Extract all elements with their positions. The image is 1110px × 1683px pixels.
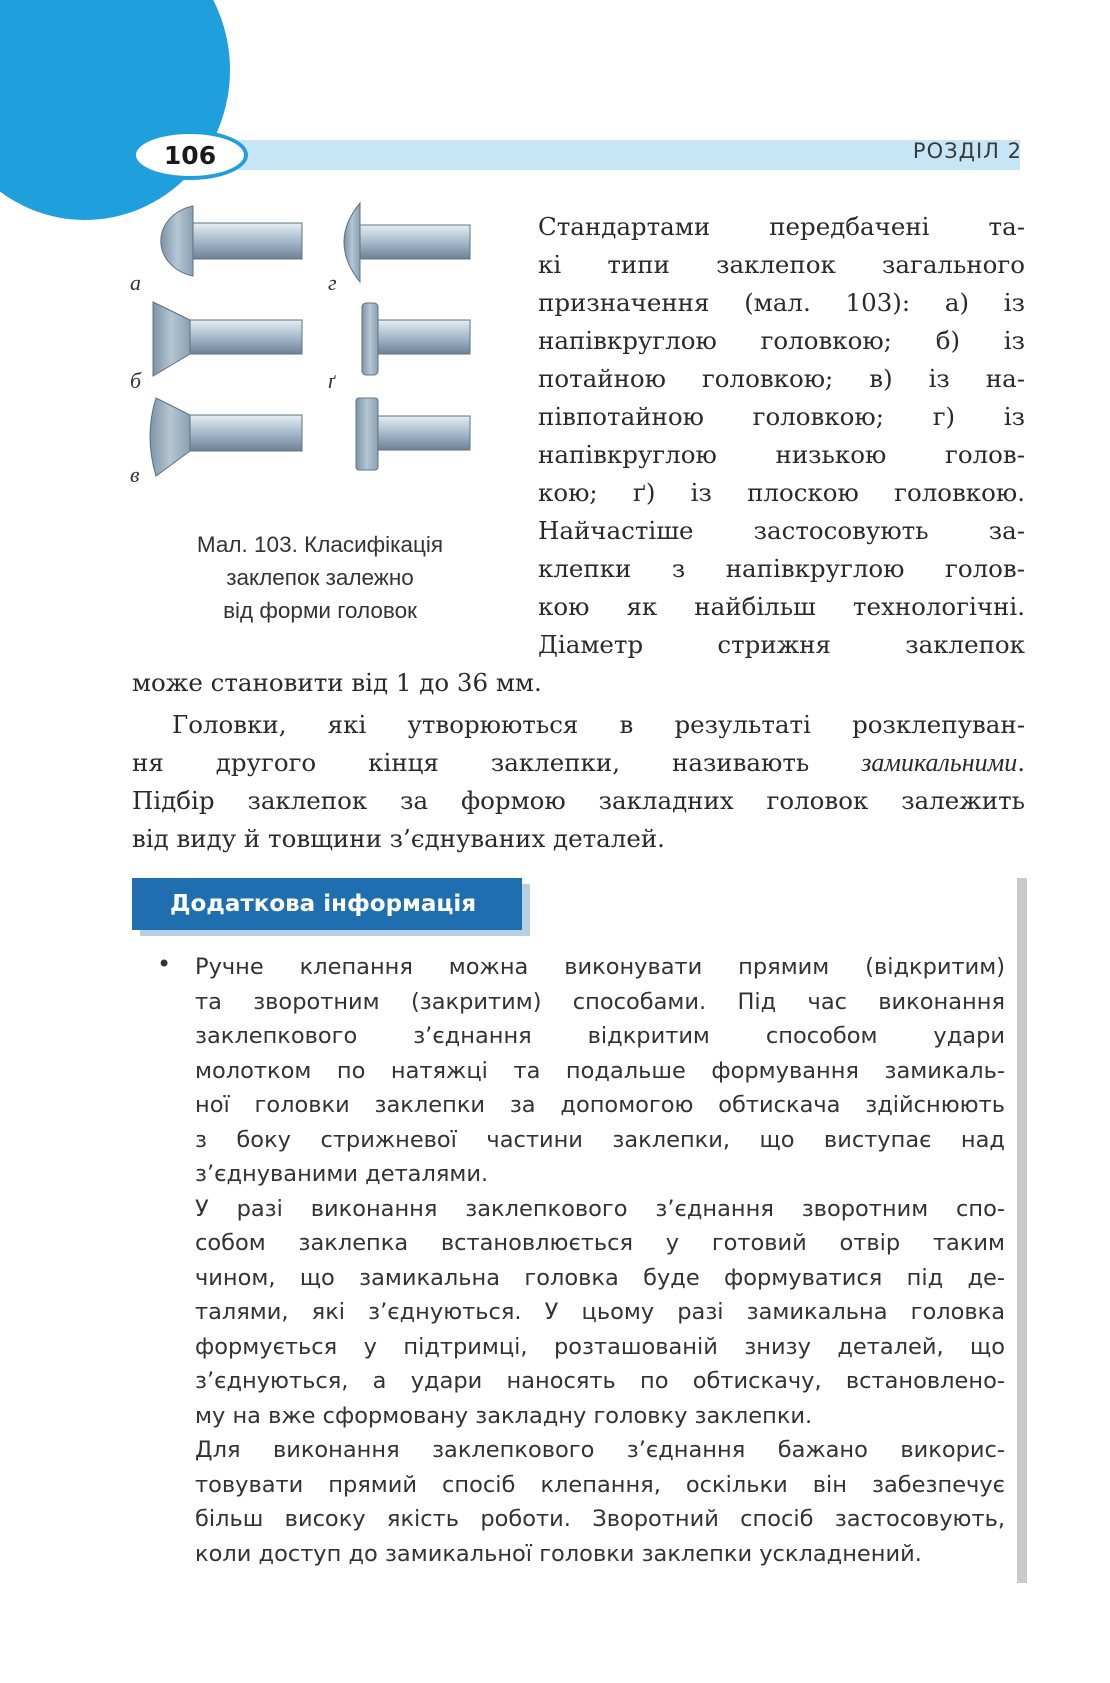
- body-line: [132, 744, 1025, 782]
- body-line: Діаметр стрижня заклепок: [538, 630, 1025, 659]
- caption-line: заклепок залежно: [226, 565, 414, 590]
- body-line: півпотайною головкою; г) із: [538, 402, 1025, 431]
- info-line: талями, які з’єднуються. У цьому разі замикальна головка: [195, 1299, 1005, 1325]
- label-g: г: [328, 270, 337, 295]
- body-line: від виду й товщини з’єднуваних деталей.: [132, 824, 665, 853]
- body-line: кою; ґ) із плоскою головкою.: [538, 478, 1025, 507]
- info-line: заклепкового з’єднання відкритим способом удари: [195, 1023, 1005, 1049]
- info-title: Додаткова інформація: [170, 891, 477, 917]
- info-line: собом заклепка встановлюється у готовий отвір таким: [195, 1230, 1005, 1256]
- label-v: в: [130, 462, 140, 487]
- figure-caption: [130, 528, 510, 627]
- info-side-bar: [1017, 878, 1027, 1583]
- rivet-v-semicountersunk: [150, 398, 302, 476]
- body-line: напівкруглою низькою голов-: [538, 440, 1025, 469]
- text-span: ня другого кінця заклепки, називають: [132, 748, 862, 777]
- info-line: Ручне клепання можна виконувати прямим (відкритим): [195, 954, 1005, 980]
- info-line: з’єднуваними деталями.: [195, 1161, 489, 1187]
- info-line: з’єднуються, а удари наносять по обтискачу, встановлено-: [195, 1368, 1005, 1394]
- body-line: кою як найбільш технологічні.: [538, 592, 1025, 621]
- info-line: формується у підтримці, розташованій знизу деталей, що: [195, 1333, 1005, 1360]
- body-line: кі типи заклепок загального: [538, 250, 1025, 279]
- info-line: молотком по натяжці та подальше формування замикаль-: [195, 1057, 1005, 1084]
- body-line: клепки з напівкруглою голов-: [538, 554, 1025, 583]
- rivet-g-low-semiround: [344, 203, 470, 282]
- body-line: Найчастіше застосовують за-: [538, 516, 1025, 545]
- info-line: Для виконання заклепкового з’єднання бажано викорис-: [195, 1437, 1005, 1463]
- body-line: призначення (мал. 103): а) із: [538, 288, 1025, 317]
- term-emphasis: замикальними: [861, 748, 1018, 777]
- rivet-figure: [118, 200, 498, 520]
- rivet-a-semiround: [161, 206, 302, 276]
- info-line: У разі виконання заклепкового з’єднання зворотним спо-: [195, 1195, 1005, 1222]
- body-line: Підбір заклепок за формою закладних головок залежить: [132, 786, 1025, 815]
- body-line: напівкруглою головкою; б) із: [538, 326, 1025, 355]
- header-band: [230, 140, 1020, 170]
- body-line: потайною головкою; в) із на-: [538, 364, 1025, 393]
- info-line: ної головки заклепки за допомогою обтискача здійснюють: [195, 1092, 1005, 1118]
- info-line: товувати прямий спосіб клепання, оскільки він забезпечує: [195, 1471, 1005, 1498]
- corner-decoration: [0, 0, 230, 220]
- rivet-gg-flat: [362, 303, 470, 375]
- rivet-illustration: [118, 200, 498, 520]
- info-line: му на вже сформовану закладну головку заклепки.: [195, 1402, 813, 1429]
- caption-line: від форми головок: [223, 598, 417, 623]
- info-line: чином, що замикальна головка буде формуватися під де-: [195, 1264, 1005, 1291]
- body-line: може становити від 1 до 36 мм.: [132, 668, 542, 697]
- label-a: а: [130, 270, 141, 295]
- section-label: РОЗДІЛ 2: [912, 139, 1022, 163]
- info-line: та зворотним (закритим) способами. Під час виконання: [195, 988, 1005, 1015]
- caption-line: Мал. 103. Класифікація: [196, 532, 444, 557]
- info-line: коли доступ до замикальної головки заклепки ускладнений.: [195, 1540, 922, 1567]
- page-number: 106: [132, 130, 248, 180]
- text-span: .: [1017, 748, 1025, 777]
- bullet-icon: •: [157, 950, 172, 978]
- body-line: Головки, які утворюються в результаті розклепуван-: [172, 710, 1025, 739]
- label-b: б: [130, 368, 142, 393]
- info-title-bar: [132, 878, 522, 930]
- info-line: більш високу якість роботи. Зворотний спосіб застосовують,: [195, 1506, 1005, 1532]
- info-line: з боку стрижневої частини заклепки, що виступає над: [195, 1126, 1005, 1153]
- rivet-b-countersunk: [153, 302, 302, 376]
- rivet-flat-variant: [356, 398, 470, 470]
- label-gg: ґ: [328, 368, 335, 393]
- body-line: Стандартами передбачені та-: [538, 212, 1025, 241]
